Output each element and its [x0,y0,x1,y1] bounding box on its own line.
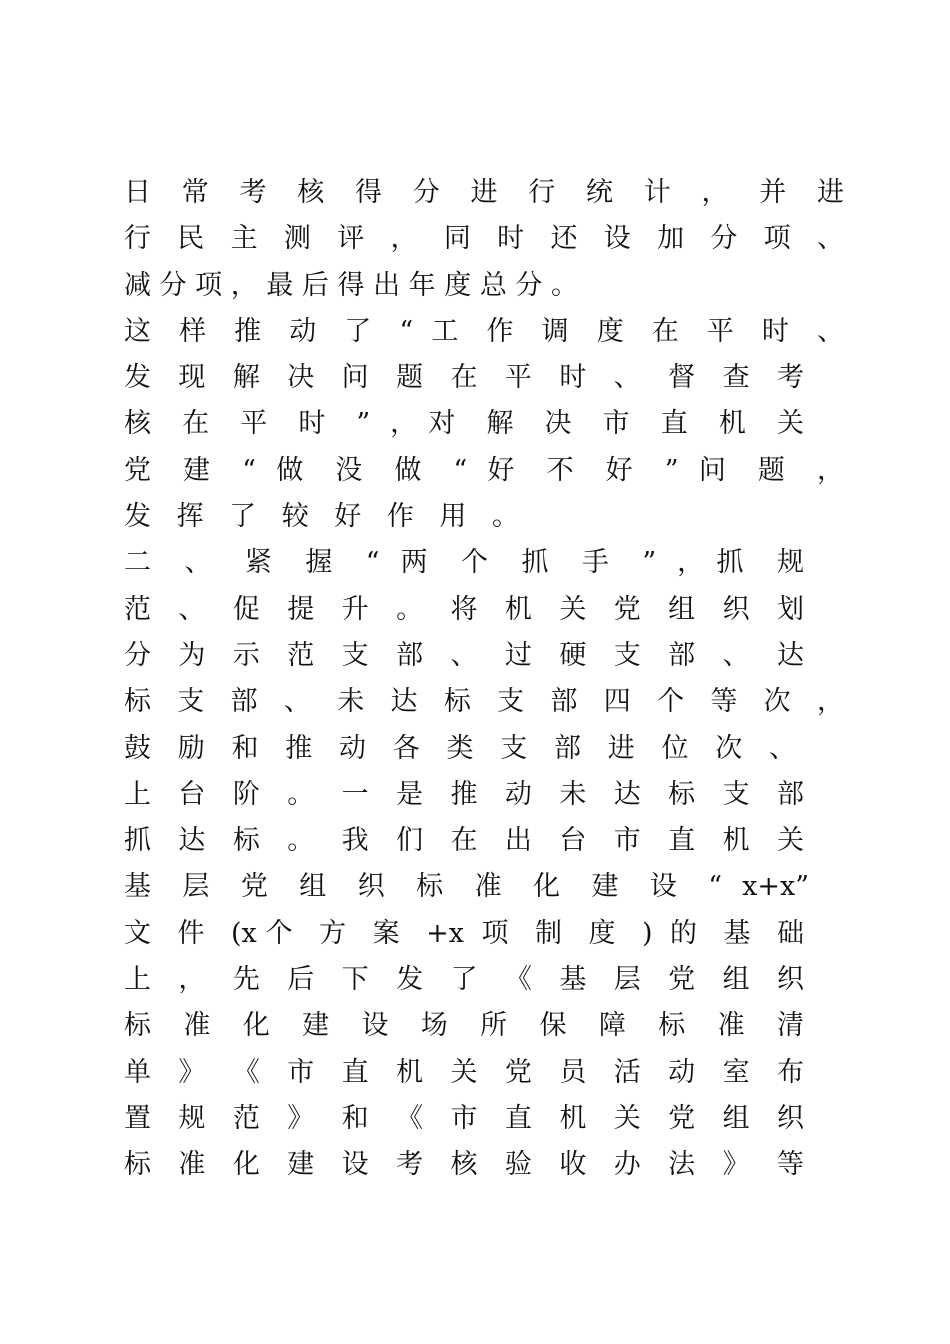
text-line: 这 样 推 动 了 “ 工 作 调 度 在 平 时 、 [124,315,844,347]
text-line: 置 规 范 》 和 《 市 直 机 关 党 组 织 [124,1102,804,1134]
text-line: 上 ， 先 后 下 发 了 《 基 层 党 组 织 [124,964,804,996]
body-text [124,170,844,1189]
text-line: 二 、 紧 握 “ 两 个 抓 手 ” ，抓 规 [124,547,804,579]
text-line: 行 民 主 测 评 ， 同 时 还 设 加 分 项 、 [124,223,844,255]
text-line: 标 支 部 、 未 达 标 支 部 四 个 等 次 ， [124,686,844,718]
text-line: 基 层 党 组 织 标 准 化 建 设 “ x+x” [124,871,809,903]
text-line: 减 分 项 ， 最 后 得 出 年 度 总 分 。 [124,269,578,301]
text-line: 抓 达 标 。 我 们 在 出 台 市 直 机 关 [124,825,804,857]
text-line: 日 常 考 核 得 分 进 行 统 计 ， 并 进 [124,177,844,208]
text-line: 发 现 解 决 问 题 在 平 时 、 督 查 考 [124,362,804,394]
text-line: 单 》 《 市 直 机 关 党 员 活 动 室 布 [124,1056,804,1088]
text-line: 鼓 励 和 推 动 各 类 支 部 进 位 次 、 [124,732,796,764]
text-line: 上 台 阶 。 一 是 推 动 未 达 标 支 部 [124,778,804,810]
text-line: 范 、 促 提 升 。 将 机 关 党 组 织 划 [124,593,804,625]
text-line: 标 准 化 建 设 考 核 验 收 办 法 》 等 [124,1149,804,1181]
text-line: 标 准 化 建 设 场 所 保 障 标 准 清 [124,1010,804,1042]
text-line: 发 挥 了 较 好 作 用 。 [124,501,519,533]
text-line: 文 件 (x个 方 案 +x 项 制 度 ) 的 基 础 [124,917,804,949]
text-line: 核 在 平 时 ” ，对 解 决 市 直 机 关 [124,408,804,440]
text-line: 分 为 示 范 支 部 、 过 硬 支 部 、 达 [124,639,804,671]
text-line: 党 建 “ 做 没 做 “ 好 不 好 ” 问 题 ， [124,454,844,486]
